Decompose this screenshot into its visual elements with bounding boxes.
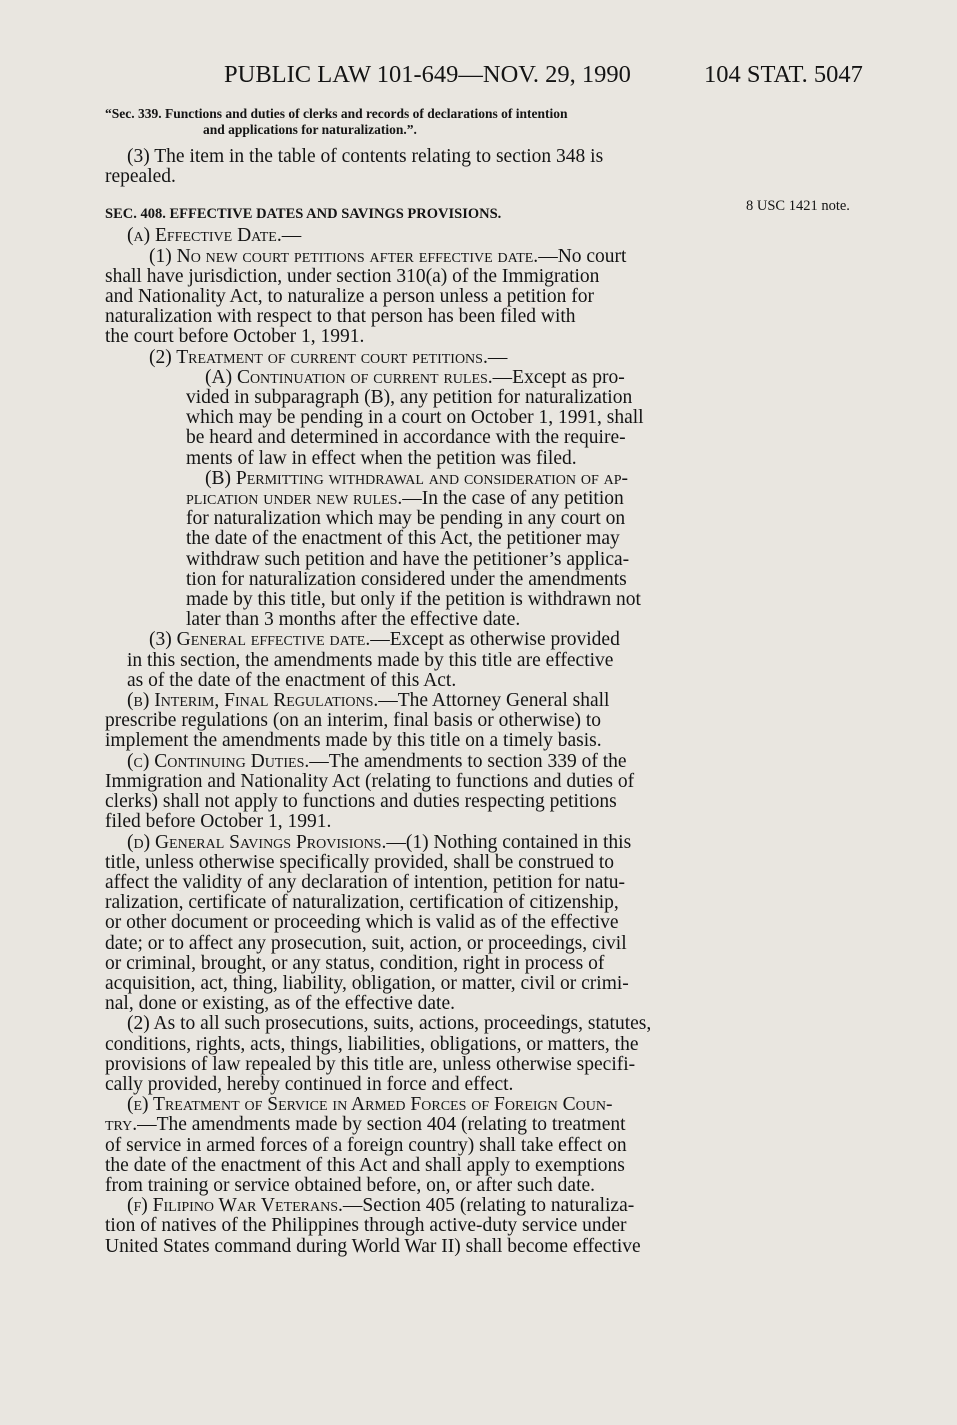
text-line: repealed. bbox=[105, 166, 176, 188]
text-line: cally provided, hereby continued in force and effect. bbox=[105, 1073, 514, 1095]
text-line: (3) The item in the table of contents relating to section 348 is bbox=[127, 146, 604, 167]
text-line: tion of natives of the Philippines through active-duty service under bbox=[105, 1215, 627, 1237]
text-line: or criminal, brought, or any status, condition, right in process of bbox=[105, 952, 605, 974]
text-line bbox=[105, 630, 739, 650]
text-line bbox=[105, 1196, 739, 1216]
paragraph-heading: (3) General effective date. bbox=[149, 629, 371, 651]
subparagraph-heading: (B) Permitting withdrawal and consideration of ap- bbox=[205, 467, 628, 489]
text-line: affect the validity of any declaration of intention, petition for natu- bbox=[105, 871, 626, 893]
text-line: ralization, certificate of naturalization, certification of citizenship, bbox=[105, 892, 619, 914]
subsection-e bbox=[105, 1095, 739, 1196]
toc-entry-339 bbox=[105, 106, 739, 138]
subparagraph-heading-cont: plication under new rules. bbox=[186, 488, 403, 510]
text-run: —Except as pro- bbox=[492, 366, 625, 388]
subsection-heading: (d) General Savings Provisions. bbox=[127, 831, 387, 853]
text-line: date; or to affect any prosecution, suit, action, or proceedings, civil bbox=[105, 932, 627, 954]
subsection-heading: (c) Continuing Duties. bbox=[127, 750, 310, 772]
page-header bbox=[0, 61, 957, 91]
text-line: title, unless otherwise specifically provided, shall be construed to bbox=[105, 851, 615, 873]
subsection-f bbox=[105, 1196, 739, 1257]
text-line: as of the date of the enactment of this Act. bbox=[127, 669, 457, 691]
text-line: Immigration and Nationality Act (relating to functions and duties of bbox=[105, 770, 635, 792]
text-line: withdraw such petition and have the petitioner’s applica- bbox=[186, 548, 630, 570]
text-run: —The amendments to section 339 of the bbox=[309, 750, 627, 772]
text-line: the court before October 1, 1991. bbox=[105, 326, 365, 348]
subsection-a bbox=[105, 226, 739, 691]
text-run: —(1) Nothing contained in this bbox=[386, 831, 632, 853]
text-line: shall have jurisdiction, under section 310(a) of the Immigration bbox=[105, 265, 600, 287]
margin-citation-note: 8 USC 1421 note. bbox=[746, 198, 850, 214]
text-line bbox=[105, 247, 739, 267]
text-line bbox=[105, 1095, 739, 1115]
subsection-d bbox=[105, 833, 739, 1096]
text-run: —The amendments made by section 404 (relating to treatment bbox=[137, 1114, 626, 1136]
subsection-heading-cont: try. bbox=[105, 1114, 138, 1136]
subsection-heading: (f) Filipino War Veterans. bbox=[127, 1195, 343, 1217]
text-line: clerks) shall not apply to functions and duties respecting petitions bbox=[105, 791, 617, 813]
text-run: —Except as otherwise provided bbox=[370, 629, 620, 651]
text-run: —No court bbox=[538, 245, 627, 267]
text-line: be heard and determined in accordance with the require- bbox=[186, 427, 626, 449]
subsection-c bbox=[105, 752, 739, 833]
text-line bbox=[105, 348, 739, 368]
page-stat-number: 104 STAT. 5047 bbox=[704, 61, 863, 88]
text-line: in this section, the amendments made by this title are effective bbox=[127, 649, 614, 671]
text-line bbox=[186, 489, 739, 509]
subsection-b bbox=[105, 691, 739, 752]
subparagraph-heading: (A) Continuation of current rules. bbox=[205, 366, 493, 388]
text-line: the date of the enactment of this Act, the petitioner may bbox=[186, 528, 620, 550]
text-line: conditions, rights, acts, things, liabilities, obligations, or matters, the bbox=[105, 1033, 639, 1055]
text-line: naturalization with respect to that person has been filed with bbox=[105, 306, 576, 328]
text-line: prescribe regulations (on an interim, final basis or otherwise) to bbox=[105, 710, 602, 732]
section-heading: SEC. 408. EFFECTIVE DATES AND SAVINGS PROVISIONS. bbox=[105, 206, 502, 223]
subparagraph-A bbox=[105, 368, 739, 469]
text-line bbox=[105, 752, 739, 772]
text-line: for naturalization which may be pending in any court on bbox=[186, 508, 626, 530]
text-line bbox=[105, 1115, 739, 1135]
text-line bbox=[186, 469, 739, 489]
document-body bbox=[105, 106, 739, 1257]
paragraph-a3 bbox=[105, 630, 739, 691]
text-line: acquisition, act, thing, liability, obligation, or matter, civil or crimi- bbox=[105, 972, 629, 994]
text-line: United States command during World War II) shall become effective bbox=[105, 1235, 641, 1257]
text-line: made by this title, but only if the petition is withdrawn not bbox=[186, 589, 641, 611]
text-line bbox=[105, 691, 739, 711]
text-run: —The Attorney General shall bbox=[378, 690, 610, 712]
text-line: vided in subparagraph (B), any petition for naturalization bbox=[186, 387, 633, 409]
toc-line: and applications for naturalization.”. bbox=[203, 122, 417, 137]
paragraph-heading: (1) No new court petitions after effective date. bbox=[149, 245, 539, 267]
text-line: filed before October 1, 1991. bbox=[105, 811, 332, 833]
text-line bbox=[186, 368, 739, 388]
text-line: (2) As to all such prosecutions, suits, actions, proceedings, statutes, bbox=[127, 1013, 652, 1035]
text-line: the date of the enactment of this Act and shall apply to exemptions bbox=[105, 1154, 625, 1176]
text-line: or other document or proceeding which is valid as of the effective bbox=[105, 912, 619, 934]
text-line: which may be pending in a court on October 1, 1991, shall bbox=[186, 407, 644, 429]
text-line: nal, done or existing, as of the effective date. bbox=[105, 993, 455, 1015]
text-line: ments of law in effect when the petition was filed. bbox=[186, 447, 577, 469]
text-line: later than 3 months after the effective date. bbox=[186, 609, 521, 631]
subsection-heading: (b) Interim, Final Regulations. bbox=[127, 690, 379, 712]
running-head-title: PUBLIC LAW 101-649—NOV. 29, 1990 bbox=[224, 61, 631, 88]
text-line: of service in armed forces of a foreign country) shall take effect on bbox=[105, 1134, 627, 1156]
toc-line: “Sec. 339. Functions and duties of clerks and records of declarations of intention bbox=[105, 106, 568, 121]
text-line: and Nationality Act, to naturalize a person unless a petition for bbox=[105, 286, 594, 308]
text-line: from training or service obtained before, on, or after such date. bbox=[105, 1174, 596, 1196]
subsection-heading bbox=[105, 226, 739, 246]
text-run: —Section 405 (relating to naturaliza- bbox=[342, 1195, 635, 1217]
text-line bbox=[105, 833, 739, 853]
text-run: —In the case of any petition bbox=[402, 488, 624, 510]
text-line: provisions of law repealed by this title are, unless otherwise specifi- bbox=[105, 1053, 636, 1075]
paragraph-3-repeal bbox=[105, 147, 739, 187]
subsection-heading: (e) Treatment of Service in Armed Forces of Foreign Coun- bbox=[127, 1094, 613, 1116]
paragraph-a1 bbox=[105, 247, 739, 348]
text-line: implement the amendments made by this title on a timely basis. bbox=[105, 730, 602, 752]
heading-text: (a) Effective Date.— bbox=[127, 225, 302, 247]
paragraph-heading: (2) Treatment of current court petitions.— bbox=[149, 346, 508, 368]
text-line: tion for naturalization considered under the amendments bbox=[186, 568, 627, 590]
subparagraph-B bbox=[105, 469, 739, 631]
paragraph-a2 bbox=[105, 348, 739, 631]
